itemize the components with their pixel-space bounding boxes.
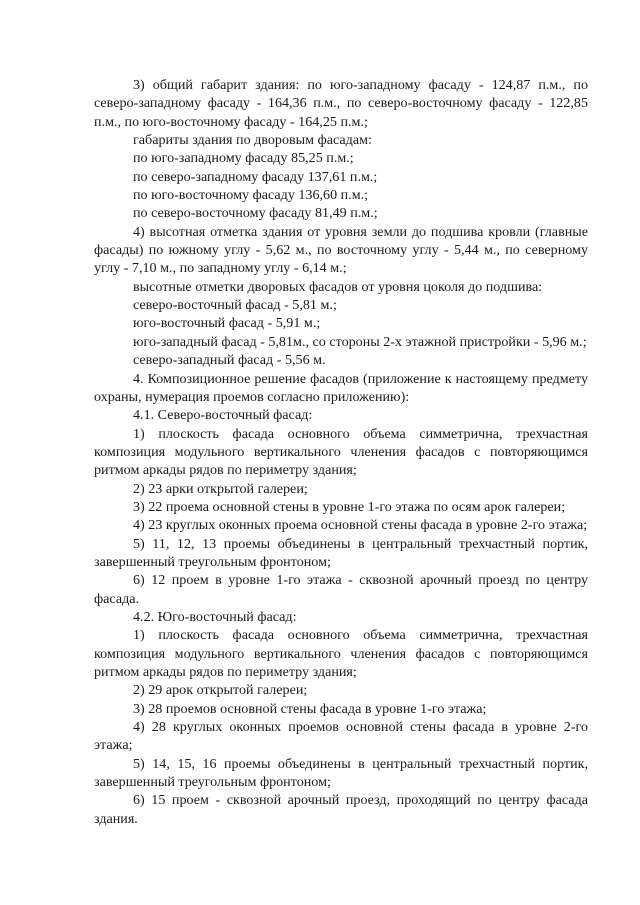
list-item: 4) 28 круглых оконных проемов основной стены фасада в уровне 2-го этажа; (94, 719, 588, 754)
paragraph-courtyard-ne: по северо-восточному фасаду 81,49 п.м.; (133, 205, 378, 222)
list-item: 1) плоскость фасада основного объема симметрична, трехчастная композиция модульного вертикального членения фасадов с повторяющимся ритмом аркады рядов по периметру здания; (94, 627, 588, 680)
paragraph-courtyard-dimensions-heading: габариты здания по дворовым фасадам: (133, 132, 372, 149)
list-item: 5) 14, 15, 16 проемы объединены в центральный трехчастный портик, завершенный треугольным фронтоном; (94, 755, 588, 791)
list-item: 5) 11, 12, 13 проемы объединены в центральный трехчастный портик, завершенный треугольным фронтоном; (94, 535, 588, 570)
paragraph-height-nw: северо-западный фасад - 5,56 м. (133, 352, 326, 369)
paragraph-height-sw: юго-западный фасад - 5,81м., со стороны 2-х этажной пристройки - 5,96 м.; (133, 333, 587, 350)
list-item: 6) 12 проем в уровне 1-го этажа - сквозной арочный проезд по центру фасада. (94, 572, 588, 607)
list-item: 3) 28 проемов основной стены фасада в уровне 1-го этажа; (133, 700, 487, 717)
paragraph-courtyard-sw: по юго-западному фасаду 85,25 п.м.; (133, 150, 354, 167)
list-item: 3) 22 проема основной стены в уровне 1-го этажа по осям арок галереи; (133, 498, 566, 515)
paragraph-height-se: юго-восточный фасад - 5,91 м.; (133, 315, 321, 332)
subsection-heading-southeast-facade: 4.2. Юго-восточный фасад: (133, 608, 297, 625)
paragraph-height-ne: северо-восточный фасад - 5,81 м.; (133, 297, 337, 314)
paragraph-courtyard-heights-heading: высотные отметки дворовых фасадов от уровня цоколя до подшива: (133, 278, 543, 295)
subsection-heading-northeast-facade: 4.1. Северо-восточный фасад: (133, 407, 313, 424)
section-heading-composition: 4. Композиционное решение фасадов (приложение к настоящему предмету охраны, нумерация проемов согласно приложению): (94, 370, 588, 405)
paragraph-courtyard-se: по юго-восточному фасаду 136,60 п.м.; (133, 187, 369, 204)
paragraph-courtyard-nw: по северо-западному фасаду 137,61 п.м.; (133, 168, 378, 185)
paragraph-overall-dimensions: 3) общий габарит здания: по юго-западному фасаду - 124,87 п.м., по северо-западному фасаду - 164,36 п.м., по северо-восточному фасаду - 122,85 п.м., по юго-восточному фасаду - 164,25 п.м.; (94, 77, 588, 130)
paragraph-height-marks: 4) высотная отметка здания от уровня земли до подшива кровли (главные фасады) по южному углу - 5,62 м., по восточному углу - 5,44 м., по северному углу - 7,10 м., по западному углу - 6,14 м.; (94, 223, 588, 277)
list-item: 2) 23 арки открытой галереи; (133, 480, 308, 497)
list-item: 1) плоскость фасада основного объема симметрична, трехчастная композиция модульного вертикального членения фасадов с повторяющимся ритмом аркады рядов по периметру здания; (94, 425, 588, 479)
list-item: 2) 29 арок открытой галереи; (133, 682, 308, 699)
list-item: 6) 15 проем - сквозной арочный проезд, проходящий по центру фасада здания. (94, 792, 588, 827)
document-body (94, 76, 588, 828)
list-item: 4) 23 круглых оконных проема основной стены фасада в уровне 2-го этажа; (133, 517, 588, 534)
